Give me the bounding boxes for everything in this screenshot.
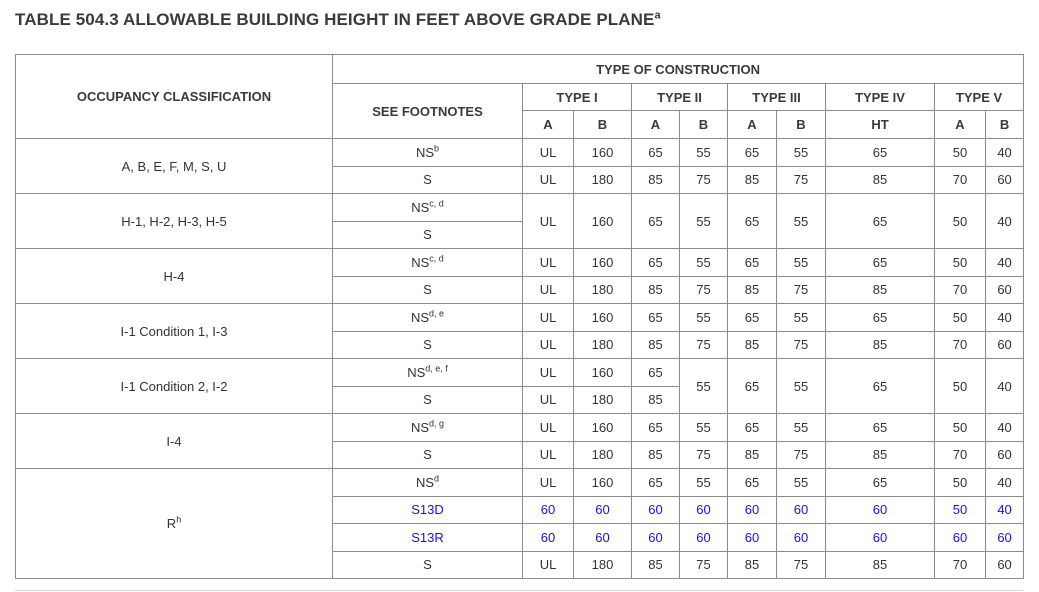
- table-row: [16, 414, 1024, 442]
- footnote-cell: [333, 304, 523, 332]
- title-footnote-marker: a: [654, 9, 661, 22]
- footnote-marker: c, d: [429, 253, 444, 264]
- height-value: 180: [574, 276, 632, 304]
- height-value: 85: [826, 276, 935, 304]
- occupancy-cell: [16, 304, 333, 359]
- height-value: UL: [523, 249, 574, 277]
- height-value: 60: [574, 524, 632, 552]
- height-value: 85: [728, 441, 777, 469]
- height-value: 40: [986, 249, 1024, 277]
- height-value: 40: [986, 414, 1024, 442]
- footnote-marker: h: [176, 514, 182, 525]
- footnote-label: NS: [411, 199, 430, 215]
- height-value: 55: [777, 139, 826, 167]
- height-value: 70: [935, 441, 986, 469]
- height-value: UL: [523, 414, 574, 442]
- type-iv-header: TYPE IV: [826, 84, 935, 111]
- footnote-cell: [333, 221, 523, 249]
- footnote-label: S: [423, 172, 432, 188]
- occupancy-cell: [16, 414, 333, 469]
- height-value: 160: [574, 194, 632, 249]
- footnote-label: S: [423, 447, 432, 463]
- height-value: 75: [777, 441, 826, 469]
- occupancy-cell: [16, 469, 333, 579]
- height-value: UL: [523, 304, 574, 332]
- subtype-header: A: [935, 111, 986, 139]
- footnote-marker: d, e, f: [425, 363, 448, 374]
- footnote-cell: [333, 551, 523, 579]
- height-value: UL: [523, 386, 574, 414]
- height-value: 75: [777, 331, 826, 359]
- height-value: 65: [728, 194, 777, 249]
- footnote-marker: c, d: [429, 198, 444, 209]
- height-value: UL: [523, 194, 574, 249]
- footnote-cell: [333, 414, 523, 442]
- height-value: 40: [986, 496, 1024, 524]
- height-value: 160: [574, 249, 632, 277]
- footnote-cell: [333, 166, 523, 194]
- footnote-marker: d, g: [429, 418, 445, 429]
- height-value: UL: [523, 441, 574, 469]
- occupancy-cell: [16, 194, 333, 249]
- height-value: 85: [728, 166, 777, 194]
- height-value: 60: [523, 524, 574, 552]
- height-value: 60: [986, 441, 1024, 469]
- footnote-label: NS: [407, 364, 426, 380]
- type-ii-header: TYPE II: [632, 84, 728, 111]
- height-value: 70: [935, 331, 986, 359]
- height-value: 60: [986, 524, 1024, 552]
- footnote-label: NS: [415, 474, 435, 490]
- occupancy-cell: [16, 249, 333, 304]
- footnote-label: NS: [411, 254, 430, 270]
- height-value: 65: [728, 249, 777, 277]
- height-value: 40: [986, 304, 1024, 332]
- occupancy-label: A, B, E, F, M, S, U: [121, 158, 227, 174]
- footnote-cell: [333, 386, 523, 414]
- footnote-cell: [333, 249, 523, 277]
- height-value: 60: [826, 496, 935, 524]
- footnote-cell: [333, 194, 523, 222]
- height-value: 50: [935, 304, 986, 332]
- height-value: 85: [632, 276, 680, 304]
- occupancy-label: H-4: [163, 268, 185, 284]
- height-value: 85: [632, 441, 680, 469]
- height-value: 40: [986, 139, 1024, 167]
- height-value: 65: [826, 469, 935, 497]
- footnote-link-cell[interactable]: [333, 496, 523, 524]
- subtype-header: B: [574, 111, 632, 139]
- height-value: 65: [632, 304, 680, 332]
- footnote-label: NS: [415, 144, 435, 160]
- height-value: 60: [935, 524, 986, 552]
- height-value: 55: [777, 249, 826, 277]
- height-value: 85: [728, 331, 777, 359]
- height-value: 85: [826, 551, 935, 579]
- footnote-marker: d: [434, 473, 440, 484]
- height-value: 160: [574, 469, 632, 497]
- height-value: 55: [777, 304, 826, 332]
- height-value: 70: [935, 276, 986, 304]
- height-value: 65: [826, 249, 935, 277]
- bottom-divider: [15, 590, 1023, 591]
- height-value: 55: [777, 359, 826, 414]
- occupancy-label: H-1, H-2, H-3, H-5: [121, 213, 227, 229]
- height-value: 65: [826, 304, 935, 332]
- footnote-cell: [333, 331, 523, 359]
- height-value: 75: [680, 166, 728, 194]
- height-value: 55: [777, 194, 826, 249]
- height-value: 85: [826, 166, 935, 194]
- height-value: 75: [777, 551, 826, 579]
- height-value: 180: [574, 166, 632, 194]
- height-value: 85: [632, 386, 680, 414]
- height-value: 55: [680, 469, 728, 497]
- table-row: [16, 139, 1024, 167]
- height-value: 85: [632, 551, 680, 579]
- height-value: 65: [632, 469, 680, 497]
- footnote-label: NS: [410, 309, 430, 325]
- height-value: 60: [986, 166, 1024, 194]
- type-i-header: TYPE I: [523, 84, 632, 111]
- footnote-label: S: [423, 337, 432, 353]
- height-value: 60: [728, 524, 777, 552]
- table-body: [16, 139, 1024, 579]
- table-row: [16, 249, 1024, 277]
- height-value: 75: [777, 276, 826, 304]
- occupancy-label: R: [166, 516, 177, 531]
- height-value: 75: [680, 551, 728, 579]
- height-value: 40: [986, 469, 1024, 497]
- height-value: UL: [523, 359, 574, 387]
- height-value: 65: [632, 249, 680, 277]
- height-value: 85: [632, 331, 680, 359]
- height-value: 65: [632, 359, 680, 387]
- height-value: 55: [777, 469, 826, 497]
- footnote-label: S: [423, 227, 432, 243]
- height-value: 50: [935, 469, 986, 497]
- height-value: 55: [680, 414, 728, 442]
- footnote-cell: [333, 276, 523, 304]
- height-value: 60: [574, 496, 632, 524]
- table-row: [16, 194, 1024, 222]
- type-iii-header: TYPE III: [728, 84, 826, 111]
- height-value: 55: [680, 249, 728, 277]
- subtype-header: B: [777, 111, 826, 139]
- occupancy-classification-header: OCCUPANCY CLASSIFICATION: [16, 55, 333, 139]
- height-value: 60: [728, 496, 777, 524]
- footnote-cell: [333, 139, 523, 167]
- height-value: 85: [826, 331, 935, 359]
- height-value: 60: [986, 551, 1024, 579]
- subtype-header: B: [986, 111, 1024, 139]
- type-of-construction-header: TYPE OF CONSTRUCTION: [333, 55, 1024, 84]
- height-value: 65: [826, 194, 935, 249]
- height-value: 65: [728, 414, 777, 442]
- subtype-header: A: [632, 111, 680, 139]
- height-value: 55: [680, 304, 728, 332]
- height-value: 65: [826, 414, 935, 442]
- height-value: 60: [632, 496, 680, 524]
- height-value: 75: [680, 441, 728, 469]
- height-value: 70: [935, 166, 986, 194]
- height-value: UL: [523, 469, 574, 497]
- height-value: 75: [777, 166, 826, 194]
- height-value: 60: [777, 496, 826, 524]
- height-value: 55: [777, 414, 826, 442]
- footnote-link-cell[interactable]: [333, 524, 523, 552]
- height-value: 180: [574, 441, 632, 469]
- table-row: [16, 304, 1024, 332]
- subtype-header: A: [728, 111, 777, 139]
- footnote-label: NS: [410, 419, 430, 435]
- height-value: 85: [728, 551, 777, 579]
- type-v-header: TYPE V: [935, 84, 1024, 111]
- height-value: 85: [728, 276, 777, 304]
- height-value: 75: [680, 276, 728, 304]
- footnote-label: S: [423, 282, 432, 298]
- subtype-header: B: [680, 111, 728, 139]
- table-row: [16, 469, 1024, 497]
- subtype-header: A: [523, 111, 574, 139]
- height-value: UL: [523, 166, 574, 194]
- height-value: 55: [680, 194, 728, 249]
- footnote-label: S: [423, 557, 432, 573]
- height-value: 160: [574, 139, 632, 167]
- height-value: 180: [574, 331, 632, 359]
- height-value: 65: [632, 139, 680, 167]
- occupancy-label: I-4: [166, 433, 182, 449]
- table-title: TABLE 504.3 ALLOWABLE BUILDING HEIGHT IN FEET ABOVE GRADE PLANE$^a$: [15, 9, 661, 29]
- height-value: 50: [935, 359, 986, 414]
- height-value: 50: [935, 414, 986, 442]
- height-value: 60: [680, 524, 728, 552]
- allowable-height-table: [15, 54, 1024, 579]
- footnote-label: S: [423, 392, 432, 408]
- height-value: 40: [986, 194, 1024, 249]
- footnote-label[interactable]: S13D: [411, 502, 444, 518]
- height-value: 65: [728, 359, 777, 414]
- height-value: UL: [523, 139, 574, 167]
- height-value: 65: [728, 304, 777, 332]
- height-value: UL: [523, 276, 574, 304]
- height-value: 65: [728, 469, 777, 497]
- height-value: 180: [574, 386, 632, 414]
- footnote-cell: [333, 359, 523, 387]
- occupancy-cell: [16, 359, 333, 414]
- height-value: 60: [680, 496, 728, 524]
- height-value: 65: [728, 139, 777, 167]
- subtype-header: HT: [826, 111, 935, 139]
- height-value: 65: [826, 139, 935, 167]
- height-value: 50: [935, 249, 986, 277]
- height-value: 65: [826, 359, 935, 414]
- height-value: 160: [574, 359, 632, 387]
- height-value: 160: [574, 304, 632, 332]
- height-value: 55: [680, 139, 728, 167]
- footnote-marker: d, e: [429, 308, 445, 319]
- height-value: 65: [632, 414, 680, 442]
- table-row: [16, 359, 1024, 387]
- height-value: 50: [935, 496, 986, 524]
- height-value: 50: [935, 139, 986, 167]
- height-value: 60: [986, 276, 1024, 304]
- height-value: 55: [680, 359, 728, 414]
- height-value: 60: [986, 331, 1024, 359]
- footnote-cell: [333, 469, 523, 497]
- height-value: UL: [523, 331, 574, 359]
- height-value: 60: [826, 524, 935, 552]
- occupancy-label: I-1 Condition 1, I-3: [120, 323, 228, 339]
- height-value: 70: [935, 551, 986, 579]
- height-value: 60: [632, 524, 680, 552]
- occupancy-label: I-1 Condition 2, I-2: [120, 378, 228, 394]
- height-value: 160: [574, 414, 632, 442]
- height-value: 60: [523, 496, 574, 524]
- height-value: 40: [986, 359, 1024, 414]
- height-value: 85: [632, 166, 680, 194]
- footnote-marker: b: [434, 143, 440, 154]
- see-footnotes-header: SEE FOOTNOTES: [333, 84, 523, 139]
- occupancy-cell: [16, 139, 333, 194]
- height-value: 50: [935, 194, 986, 249]
- height-value: 85: [826, 441, 935, 469]
- height-value: 65: [632, 194, 680, 249]
- height-value: 60: [777, 524, 826, 552]
- height-value: 180: [574, 551, 632, 579]
- footnote-cell: [333, 441, 523, 469]
- height-value: UL: [523, 551, 574, 579]
- footnote-label[interactable]: S13R: [411, 529, 444, 545]
- height-value: 75: [680, 331, 728, 359]
